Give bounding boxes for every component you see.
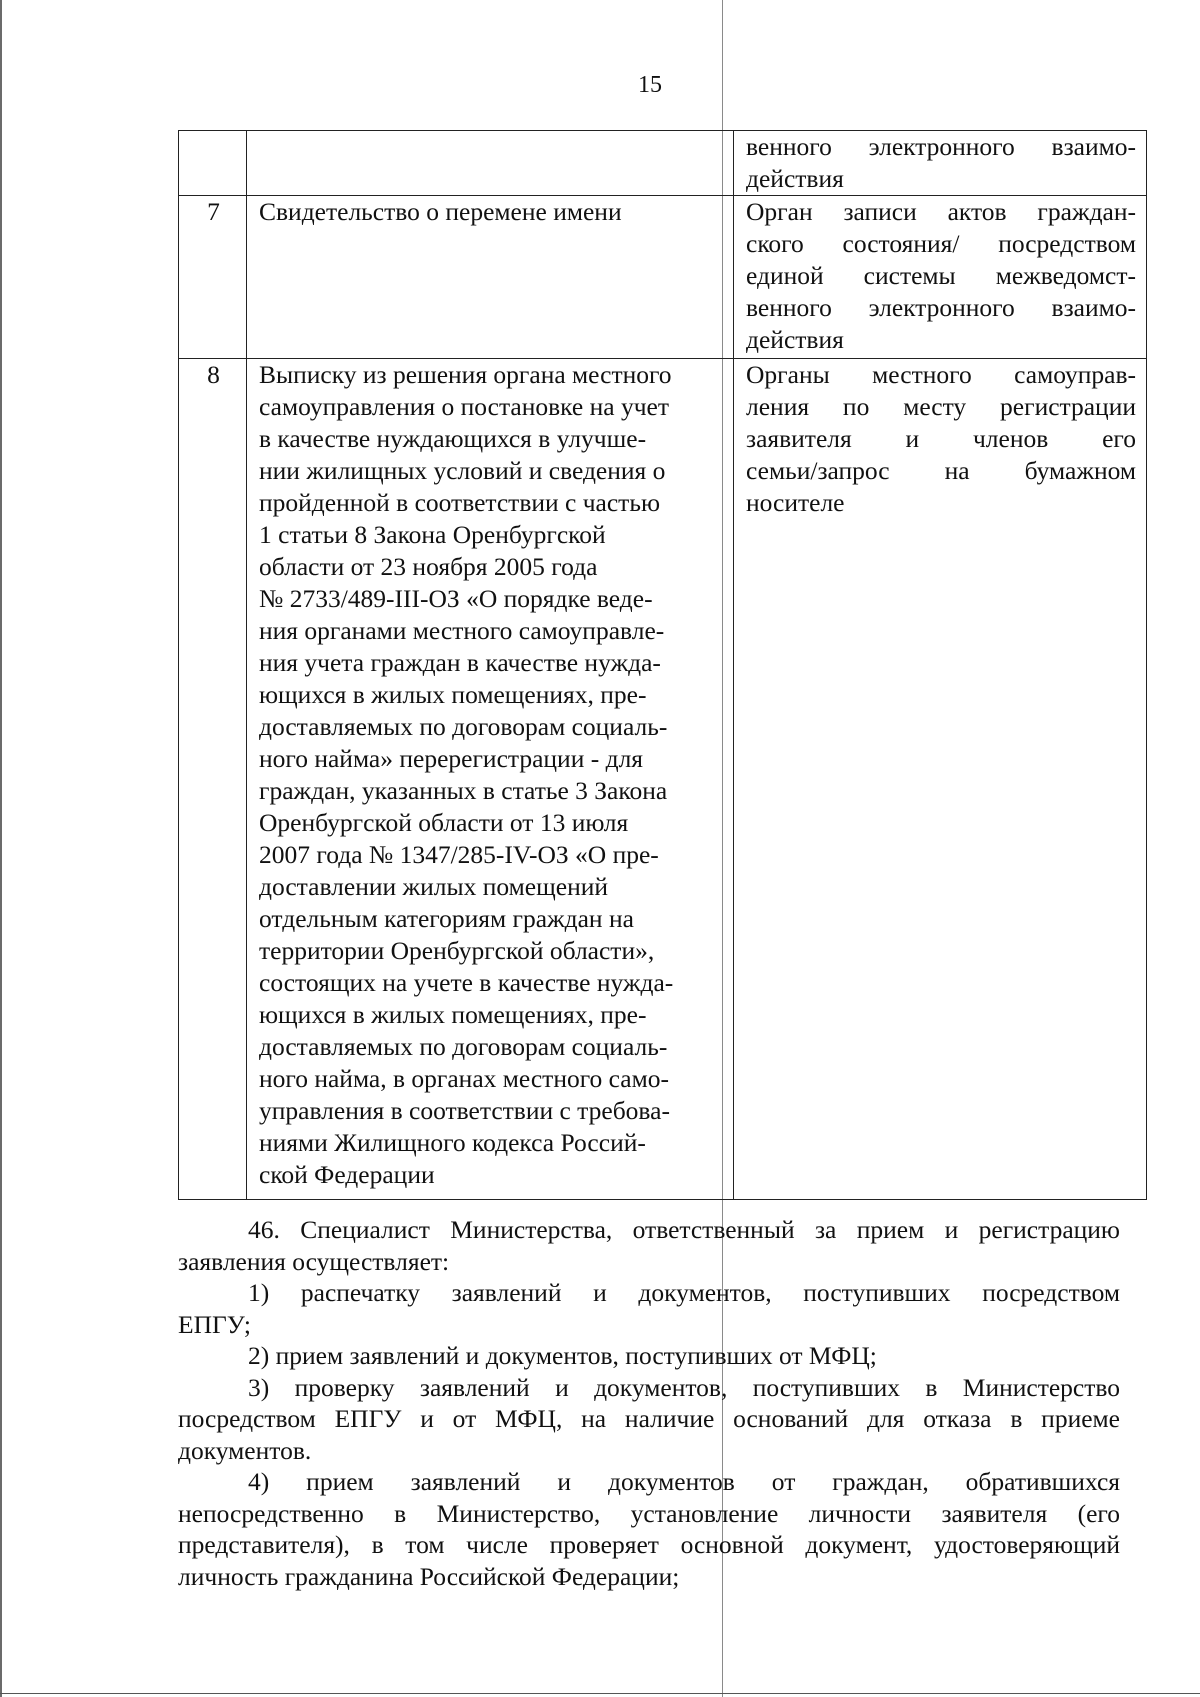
paragraph-line: 1) распечатку заявлений и документов, поступивших посредством xyxy=(248,1278,1120,1307)
document-name-line: нии жилищных условий и сведения о xyxy=(259,456,666,485)
document-name-line: ного найма, в органах местного само- xyxy=(259,1064,669,1093)
paragraph-46 xyxy=(178,1214,1120,1277)
item-4 xyxy=(178,1466,1120,1592)
document-name-line: ющихся в жилых помещениях, пре- xyxy=(259,1000,647,1029)
document-name-cell xyxy=(247,131,734,196)
row-number xyxy=(179,131,247,196)
document-source-line: единой системы межведомст- xyxy=(746,261,1136,290)
document-name-line: в качестве нуждающихся в улучше- xyxy=(259,424,647,453)
document-name-line: отдельным категориям граждан на xyxy=(259,904,634,933)
item-3 xyxy=(178,1372,1120,1467)
table-row xyxy=(179,131,1147,196)
document-name-line: 1 статьи 8 Закона Оренбургской xyxy=(259,520,606,549)
paragraph-line: 3) проверку заявлений и документов, поступивших в Министерство xyxy=(248,1372,1120,1402)
row-number: 8 xyxy=(179,359,247,1200)
paragraph-line: посредством ЕПГУ и от МФЦ, на наличие оснований для отказа в приеме xyxy=(178,1404,1120,1433)
paragraph-line: 4) прием заявлений и документов от граждан, обратившихся xyxy=(248,1467,1120,1496)
paragraph-line: ЕПГУ; xyxy=(178,1309,251,1339)
document-name-line: Оренбургской области от 13 июля xyxy=(259,808,629,837)
document-name-line: области от 23 ноября 2005 года xyxy=(259,552,598,581)
document-source-line: венного электронного взаимо- xyxy=(746,132,1136,161)
document-source-cell xyxy=(734,359,1147,1200)
page-number: 15 xyxy=(638,72,662,98)
paragraph-line: личность гражданина Российской Федерации; xyxy=(178,1561,680,1591)
row-number: 7 xyxy=(179,196,247,359)
table-row xyxy=(179,359,1147,1200)
document-source-line: венного электронного взаимо- xyxy=(746,293,1136,322)
document-name-line: ниями Жилищного кодекса Россий- xyxy=(259,1128,646,1157)
document-source-line: ского состояния/ посредством xyxy=(746,229,1136,258)
scan-bottom-edge xyxy=(0,1693,1200,1694)
paragraph-line: заявления осуществляет: xyxy=(178,1246,450,1276)
scan-left-edge xyxy=(0,0,2,1697)
document-name-line: граждан, указанных в статье 3 Закона xyxy=(259,776,668,805)
document-name-line: самоуправления о постановке на учет xyxy=(259,392,669,421)
document-name-line: территории Оренбургской области», xyxy=(259,936,655,965)
document-name-line: ния учета граждан в качестве нужда- xyxy=(259,648,661,677)
document-name-line: Выписку из решения органа местного xyxy=(259,360,672,389)
document-name-line: ного найма» перерегистрации - для xyxy=(259,744,644,773)
document-name-line: ния органами местного самоуправле- xyxy=(259,616,665,645)
document-source-line: действия xyxy=(746,164,844,193)
document-name-line: Свидетельство о перемене имени xyxy=(259,197,622,226)
document-name-cell xyxy=(247,359,734,1200)
document-source-line: заявителя и членов его xyxy=(746,424,1136,453)
paragraph-line: 46. Специалист Министерства, ответственный за прием и регистрацию xyxy=(248,1215,1120,1244)
document-name-line: 2007 года № 1347/285-IV-ОЗ «О пре- xyxy=(259,840,659,869)
document-source-cell xyxy=(734,131,1147,196)
document-name-line: ской Федерации xyxy=(259,1160,435,1189)
documents-table xyxy=(178,130,1147,1200)
document-name-line: доставляемых по договорам социаль- xyxy=(259,1032,668,1061)
document-name-cell xyxy=(247,196,734,359)
document-name-line: доставлении жилых помещений xyxy=(259,872,609,901)
document-source-cell xyxy=(734,196,1147,359)
document-name-line: ющихся в жилых помещениях, пре- xyxy=(259,680,647,709)
document-name-line: управления в соответствии с требова- xyxy=(259,1096,670,1125)
document-name-line: пройденной в соответствии с частью xyxy=(259,488,661,517)
document-name-line: доставляемых по договорам социаль- xyxy=(259,712,668,741)
paragraph-line: документов. xyxy=(178,1435,312,1465)
document-name-line: № 2733/489-III-ОЗ «О порядке веде- xyxy=(259,584,653,613)
document-name-line: состоящих на учете в качестве нужда- xyxy=(259,968,674,997)
item-1 xyxy=(178,1277,1120,1340)
document-source-line: носителе xyxy=(746,488,845,517)
paragraph-line: непосредственно в Министерство, установление личности заявителя (его xyxy=(178,1498,1120,1528)
document-source-line: Органы местного самоуправ- xyxy=(746,360,1136,389)
body-text xyxy=(178,1214,1120,1592)
paragraph-line: 2) прием заявлений и документов, поступивших от МФЦ; xyxy=(248,1341,877,1370)
paragraph-line: представителя), в том числе проверяет основной документ, удостоверяющий xyxy=(178,1530,1120,1559)
document-source-line: ления по месту регистрации xyxy=(746,392,1136,421)
document-source-line: семьи/запрос на бумажном xyxy=(746,456,1136,485)
document-source-line: Орган записи актов граждан- xyxy=(746,197,1136,226)
item-2 xyxy=(178,1340,1120,1372)
document-source-line: действия xyxy=(746,325,844,354)
table-row xyxy=(179,196,1147,359)
